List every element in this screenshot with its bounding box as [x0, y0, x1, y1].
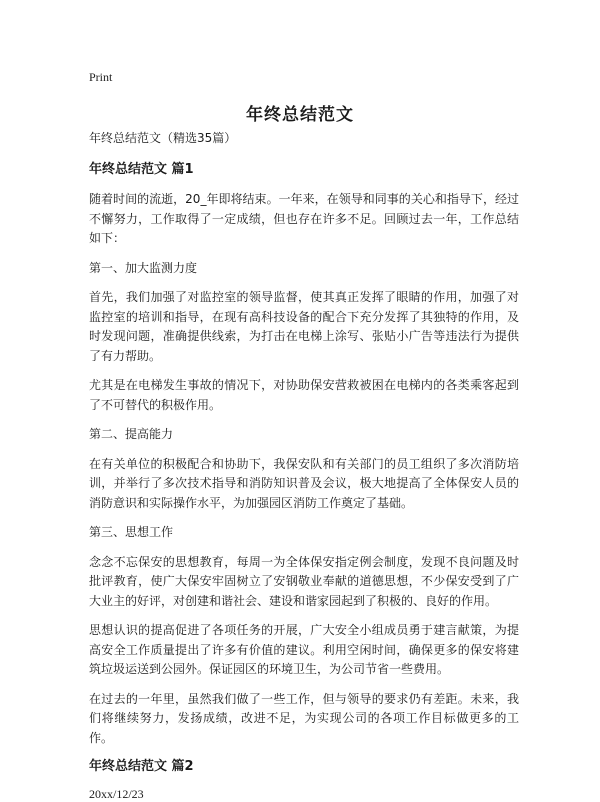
document-subtitle: 年终总结范文（精选35篇）	[89, 131, 237, 145]
document-date: 20xx/12/23	[89, 787, 144, 801]
section-heading-1: 年终总结范文 篇1	[89, 162, 194, 177]
document-body	[89, 130, 519, 802]
paragraph-awareness: 思想认识的提高促进了各项任务的开展，广大安全小组成员勇于建言献策，为提高安全工作质量提出了许多有价值的建议。利用空闲时间，确保更多的保安将建筑垃圾运送到公园外。保证园区的环境卫生，为公司节省一些费用。	[89, 623, 519, 676]
paragraph-elevator: 尤其是在电梯发生事故的情况下，对协助保安营救被困在电梯内的各类乘客起到了不可替代的积极作用。	[89, 378, 519, 412]
paragraph-conclusion: 在过去的一年里，虽然我们做了一些工作，但与领导的要求仍有差距。未来，我们将继续努力，发扬成绩，改进不足，为实现公司的各项工作目标做更多的工作。	[89, 691, 519, 745]
paragraph-intro: 随着时间的流逝，20_年即将结束。一年来，在领导和同事的关心和指导下，经过不懈努力，工作取得了一定成绩，但也存在许多不足。回顾过去一年，工作总结如下：	[89, 192, 519, 245]
print-label: Print	[89, 70, 113, 84]
page-title: 年终总结范文	[246, 105, 354, 125]
paragraph-ability: 在有关单位的积极配合和协助下，我保安队和有关部门的员工组织了多次消防培训，并举行了多次技术指导和消防知识普及会议，极大地提高了全体保安人员的消防意识和实际操作水平，为加强园区消防工作奠定了基础。	[89, 456, 519, 510]
paragraph-ideology: 念念不忘保安的思想教育，每周一为全体保安指定例会制度，发现不良问题及时批评教育，使广大保安牢固树立了安钢敬业奉献的道德思想，不少保安受到了广大业主的好评，对创建和谐社会、建设和谐家园起到了积极的、良好的作用。	[89, 554, 519, 608]
paragraph-heading-ideology: 第三、思想工作	[89, 525, 174, 539]
section-heading-2: 年终总结范文 篇2	[89, 759, 194, 774]
paragraph-monitoring: 首先，我们加强了对监控室的领导监督，使其真正发挥了眼睛的作用，加强了对监控室的培训和指导，在现有高科技设备的配合下充分发挥了其独特的作用，及时发现问题，准确提供线索，为打击在电梯上涂写、张贴小广告等违法行为提供了有力帮助。	[89, 290, 519, 363]
paragraph-heading-ability: 第二、提高能力	[89, 427, 174, 441]
paragraph-heading-monitoring: 第一、加大监测力度	[89, 260, 198, 275]
